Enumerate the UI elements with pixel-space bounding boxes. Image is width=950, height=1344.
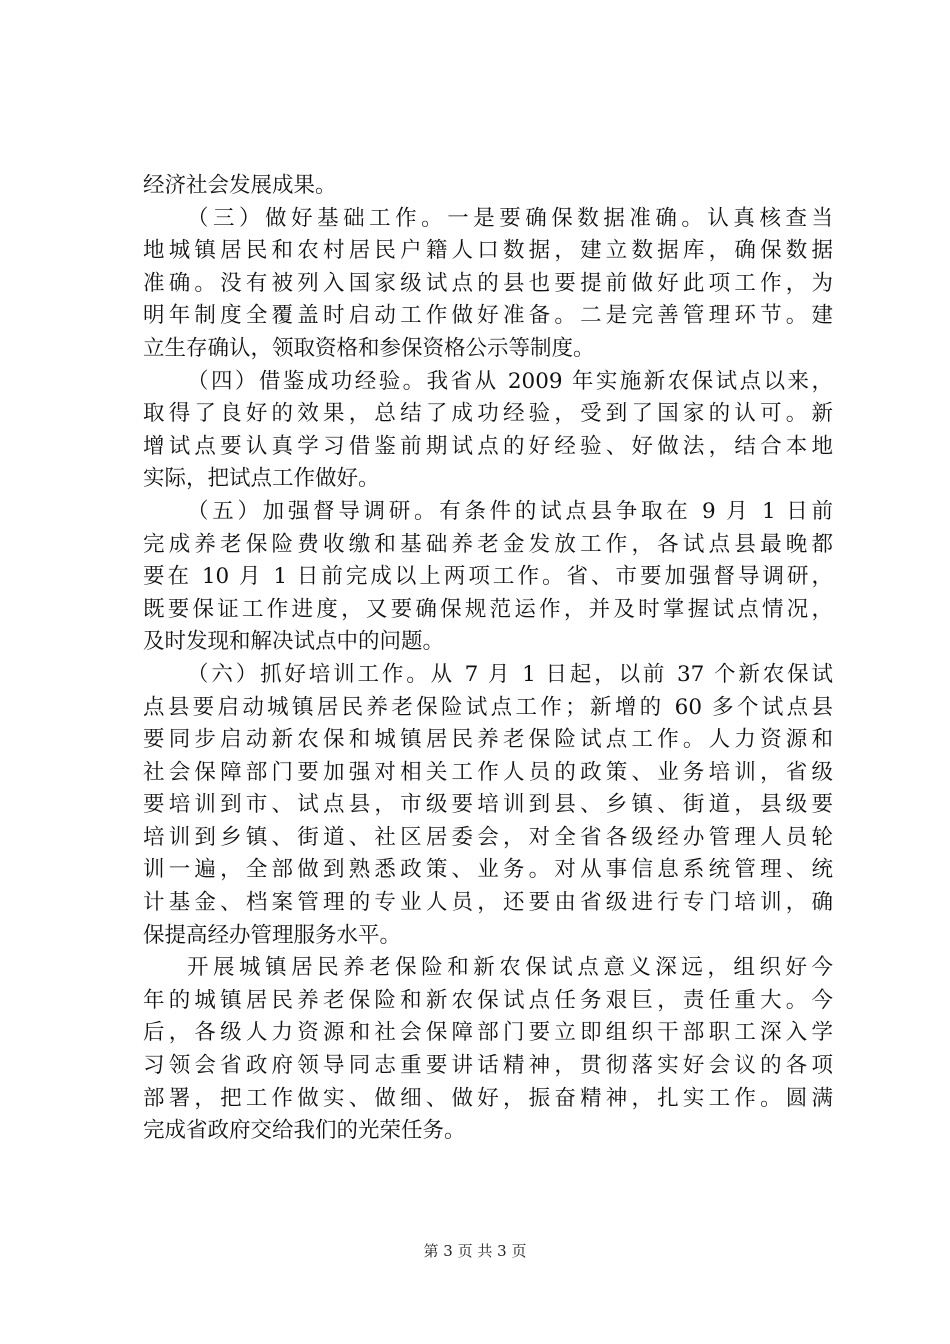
text-line: 实际，把试点工作做好。 [143, 466, 380, 492]
section-heading-line: （四）借鉴成功经验。我省从 2009 年实施新农保试点以来， [187, 368, 833, 394]
text-line: 经济社会发展成果。 [143, 173, 337, 198]
text-line: 立生存确认，领取资格和参保资格公示等制度。 [143, 335, 595, 361]
text-line: 及时发现和解决试点中的问题。 [143, 629, 445, 655]
text-line: 训一遍，全部做到熟悉政策、业务。对从事信息系统管理、统 [143, 857, 833, 883]
text-line: 完成省政府交给我们的光荣任务。 [143, 1118, 466, 1144]
text-line: 既要保证工作进度，又要确保规范运作，并及时掌握试点情况， [143, 596, 833, 622]
paragraph-start-line: 开展城镇居民养老保险和新农保试点意义深远，组织好今 [187, 955, 833, 981]
text-line: 培训到乡镇、街道、社区居委会，对全省各级经办管理人员轮 [143, 824, 833, 850]
text-line: 计基金、档案管理的专业人员，还要由省级进行专门培训，确 [143, 890, 833, 916]
text-line: 要在 10 月 1 日前完成以上两项工作。省、市要加强督导调研， [143, 564, 833, 590]
text-line: 年的城镇居民养老保险和新农保试点任务艰巨，责任重大。今 [143, 987, 833, 1013]
text-line: 取得了良好的效果，总结了成功经验，受到了国家的认可。新 [143, 401, 833, 427]
text-line: 后，各级人力资源和社会保障部门要立即组织干部职工深入学 [143, 1020, 833, 1046]
document-body [143, 170, 833, 1148]
section-heading-line: （三）做好基础工作。一是要确保数据准确。认真核查当 [187, 205, 833, 231]
text-line: 明年制度全覆盖时启动工作做好准备。二是完善管理环节。建 [143, 303, 833, 329]
text-line: 完成养老保险费收缴和基础养老金发放工作，各试点县最晚都 [143, 531, 833, 557]
text-line: 社会保障部门要加强对相关工作人员的政策、业务培训，省级 [143, 759, 833, 785]
section-heading-line: （六）抓好培训工作。从 7 月 1 日起，以前 37 个新农保试 [187, 661, 833, 687]
text-line: 准确。没有被列入国家级试点的县也要提前做好此项工作，为 [143, 270, 833, 296]
text-line: 要培训到市、试点县，市级要培训到县、乡镇、街道，县级要 [143, 792, 833, 818]
text-line: 部署，把工作做实、做细、做好，振奋精神，扎实工作。圆满 [143, 1085, 833, 1111]
text-line: 地城镇居民和农村居民户籍人口数据，建立数据库，确保数据 [143, 238, 833, 264]
text-line: 增试点要认真学习借鉴前期试点的好经验、好做法，结合本地 [143, 433, 833, 459]
page-number-footer: 第 3 页 共 3 页 [423, 1242, 527, 1260]
text-line: 点县要启动城镇居民养老保险试点工作；新增的 60 多个试点县 [143, 694, 833, 720]
text-line: 保提高经办管理服务水平。 [143, 922, 402, 948]
text-line: 要同步启动新农保和城镇居民养老保险试点工作。人力资源和 [143, 727, 833, 753]
text-line: 习领会省政府领导同志重要讲话精神，贯彻落实好会议的各项 [143, 1053, 833, 1079]
section-heading-line: （五）加强督导调研。有条件的试点县争取在 9 月 1 日前 [187, 498, 833, 524]
